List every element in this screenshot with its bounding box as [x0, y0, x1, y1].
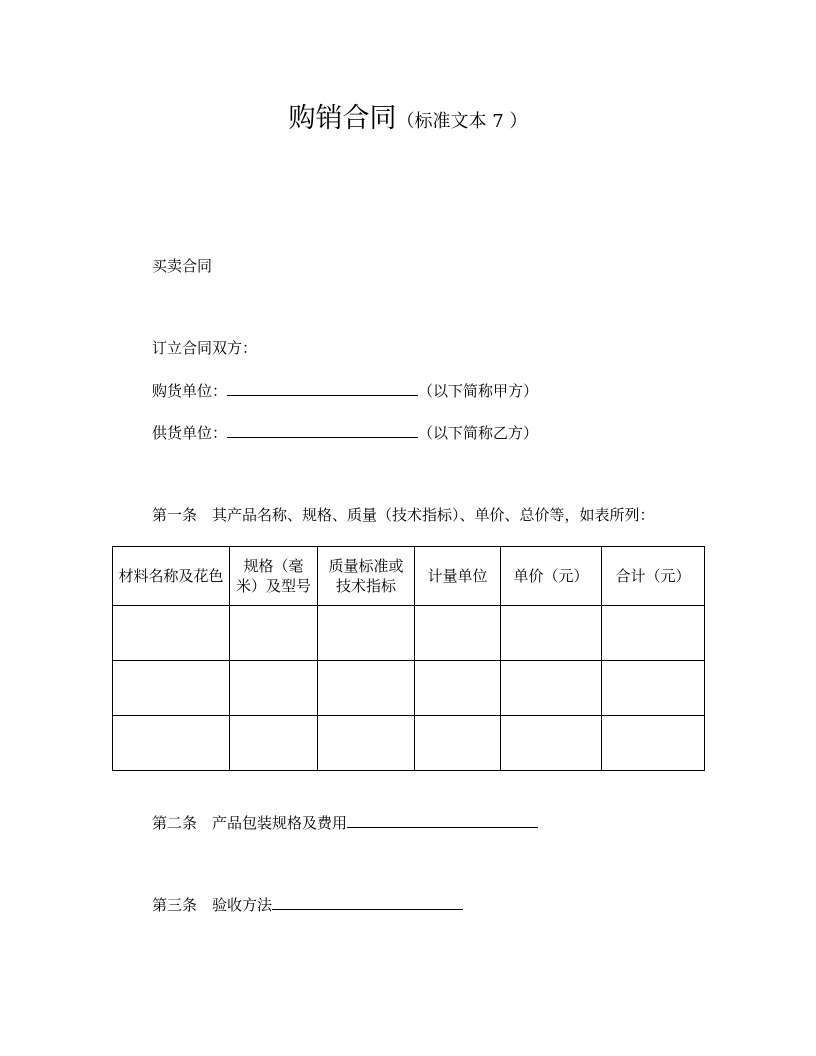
table-cell[interactable]	[318, 606, 415, 661]
seller-note: （以下简称乙方）	[418, 424, 539, 442]
header-total: 合计（元）	[602, 547, 705, 606]
article-3	[152, 894, 463, 915]
table-cell[interactable]	[415, 661, 501, 716]
article-1-number: 第一条	[152, 506, 198, 524]
inspection-field[interactable]	[272, 894, 463, 910]
table-cell[interactable]	[415, 716, 501, 771]
table-cell[interactable]	[501, 716, 602, 771]
table-cell[interactable]	[602, 606, 705, 661]
table-cell[interactable]	[113, 661, 230, 716]
header-spec-model: 规格（毫米）及型号	[230, 547, 318, 606]
header-quality-standard: 质量标准或技术指标	[318, 547, 415, 606]
contract-type: 买卖合同	[152, 257, 213, 275]
article-3-number: 第三条	[152, 896, 198, 914]
table-cell[interactable]	[415, 606, 501, 661]
seller-label: 供货单位：	[152, 424, 228, 442]
packaging-field[interactable]	[347, 812, 538, 828]
table-cell[interactable]	[230, 716, 318, 771]
buyer-note: （以下简称甲方）	[418, 382, 539, 400]
buyer-field[interactable]	[227, 380, 418, 396]
table-cell[interactable]	[501, 661, 602, 716]
table-cell[interactable]	[230, 606, 318, 661]
article-1-text: 其产品名称、规格、质量（技术指标）、单价、总价等，如表所列：	[212, 506, 655, 524]
product-spec-table	[112, 546, 705, 771]
header-unit-price: 单价（元）	[501, 547, 602, 606]
document-title	[0, 96, 816, 135]
table-cell[interactable]	[113, 716, 230, 771]
parties-heading: 订立合同双方：	[152, 339, 258, 357]
table-cell[interactable]	[501, 606, 602, 661]
title-main: 购销合同	[288, 103, 397, 134]
table-cell[interactable]	[318, 716, 415, 771]
table-cell[interactable]	[113, 606, 230, 661]
article-2-number: 第二条	[152, 814, 198, 832]
title-subtitle: （标准文本 7 ）	[396, 111, 528, 132]
header-material-name: 材料名称及花色	[113, 547, 230, 606]
buyer-line	[152, 380, 538, 401]
table-row	[113, 606, 705, 661]
article-1	[152, 505, 655, 525]
table-header-row	[113, 547, 705, 606]
table-cell[interactable]	[230, 661, 318, 716]
article-3-text: 验收方法	[212, 896, 273, 914]
seller-field[interactable]	[227, 422, 418, 438]
table-row	[113, 716, 705, 771]
table-cell[interactable]	[602, 661, 705, 716]
buyer-label: 购货单位：	[152, 382, 228, 400]
seller-line	[152, 422, 538, 443]
article-2-text: 产品包装规格及费用	[212, 814, 348, 832]
table-row	[113, 661, 705, 716]
header-unit: 计量单位	[415, 547, 501, 606]
table-cell[interactable]	[602, 716, 705, 771]
article-2	[152, 812, 538, 833]
table-cell[interactable]	[318, 661, 415, 716]
